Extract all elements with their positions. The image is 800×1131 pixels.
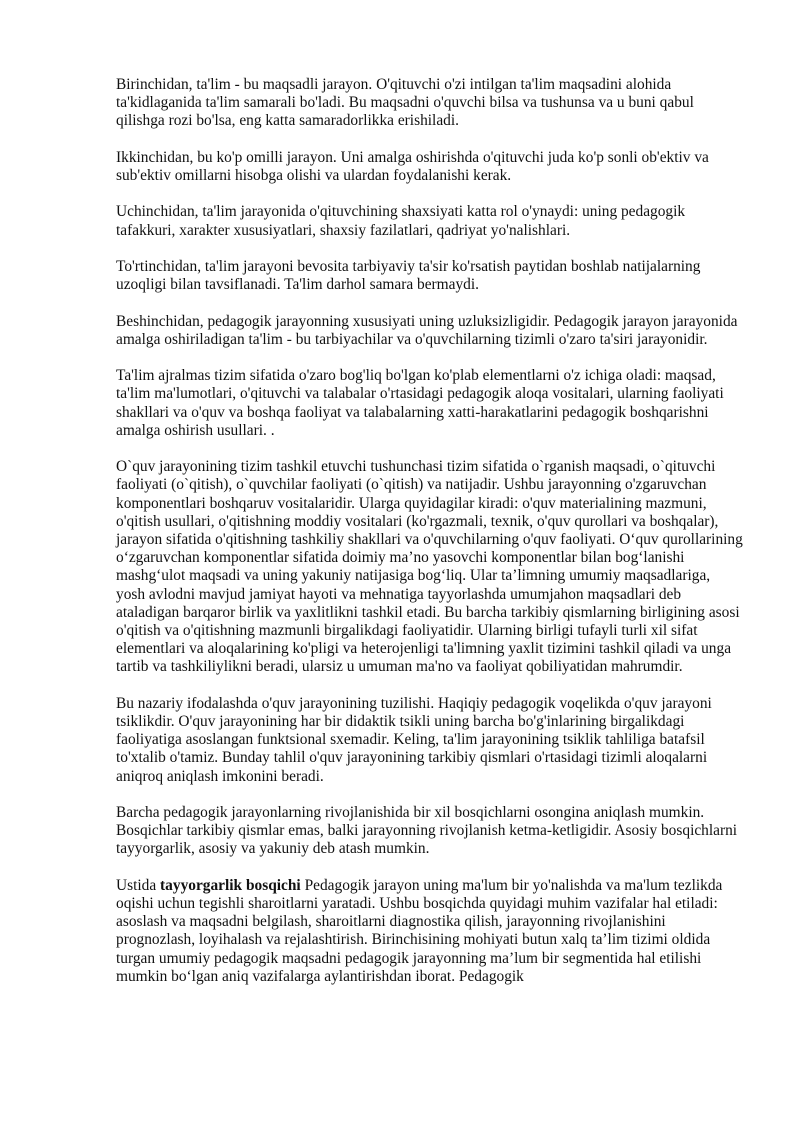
paragraph-1: Birinchidan, ta'lim - bu maqsadli jarayon. O'qituvchi o'zi intilgan ta'lim maqsadini alohida ta'kidlaganida ta'lim samarali bo'ladi. Bu maqsadni o'quvchi bilsa va tushunsa va u buni qabul qilishga rozi bo'lsa, eng katta samaradorlikka erishiladi. — [116, 76, 694, 130]
paragraph-4: To'rtinchidan, ta'lim jarayoni bevosita tarbiyaviy ta'sir ko'rsatish paytidan boshlab natijalarning uzoqligi bilan tavsiflanadi. Ta'lim darhol samara bermaydi. — [116, 257, 701, 294]
paragraph-10-rest: Pedagogik jarayon uning ma'lum bir yo'nalishda va ma'lum tezlikda oqishi uchun tegishli sharoitlarni yaratadi. Ushbu bosqichda quyidagi muhim vazifalar hal etiladi: asoslash va maqsadni belgilash, sharoitlarni diagnostika qilish, jarayonning rivojlanishini prognozlash, loyihalash va rejalashtirish. Birinchisining mohiyati butun xalq ta’lim tizimi oldida turgan umumiy pedagogik maqsadni pedagogik jarayonning ma’lum bir segmentida hal etilishi mumkin bo‘lgan aniq vazifalarga aylantirishdan iborat. Pedagogik — [116, 876, 723, 985]
paragraph-8: Bu nazariy ifodalashda o'quv jarayonining tuzilishi. Haqiqiy pedagogik voqelikda o'quv jarayoni tsiklikdir. O'quv jarayonining har bir didaktik tsikli uning barcha bo'g'inlarining birgalikdagi faoliyatiga asoslangan funktsional sxemadir. Keling, ta'lim jarayonining tsiklik tahliliga batafsil to'xtalib o'tamiz. Bunday tahlil o'quv jarayonining tarkibiy qismlari o'rtasidagi tizimli aloqalarni aniqroq aniqlash imkonini beradi. — [116, 694, 712, 785]
paragraph-10-bold-term: tayyorgarlik bosqichi — [160, 876, 301, 894]
paragraph-9: Barcha pedagogik jarayonlarning rivojlanishida bir xil bosqichlarni osongina aniqlash mumkin. Bosqichlar tarkibiy qismlar emas, balki jarayonning rivojlanish ketma-ketligidir. Asosiy bosqichlarni tayyorgarlik, asosiy va yakuniy deb atash mumkin. — [116, 804, 738, 858]
paragraph-7: O`quv jarayonining tizim tashkil etuvchi tushunchasi tizim sifatida o`rganish maqsadi, o`qituvchi faoliyati (o`qitish), o`quvchilar faoliyati (o`qitish) va natijadir. Ushbu jarayonning o'zgaruvchan komponentlari boshqaruv vositalaridir. Ularga quyidagilar kiradi: o'quv materialining mazmuni, o'qitish usullari, o'qitishning moddiy vositalari (ko'rgazmali, texnik, o'quv qurollari va boshqalar), jarayon sifatida o'qitishning tashkiliy shakllari va o'quvchilarning o'quv faoliyati. O‘quv qurollarining o‘zgaruvchan komponentlar sifatida doimiy ma’no yasovchi komponentlar bilan bog‘lanishi mashg‘ulot maqsadi va uning yakuniy natijasiga bog‘liq. Ular ta’limning umumiy maqsadlariga, yosh avlodni mavjud jamiyat hayoti va mehnatiga tayyorlashda umumjahon maqsadlari deb ataladigan barqaror birlik va yaxlitlikni tashkil etadi. Bu barcha tarkibiy qismlarning birligining asosi o'qitish va o'qitishning mazmunli birgalikdagi faoliyatidir. Ularning birligi tufayli turli xil sifat elementlari va aloqalarining ko'pligi va heterojenligi ta'limning yaxlit tizimini tashkil qiladi va unga tartib va tashkiliylikni beradi, ularsiz u umuman ma'no va faoliyat qobiliyatidan mahrumdir. — [116, 458, 743, 676]
document-body — [116, 76, 743, 986]
paragraph-5: Beshinchidan, pedagogik jarayonning xususiyati uning uzluksizligidir. Pedagogik jarayon jarayonida amalga oshiriladigan ta'lim - bu tarbiyachilar va o'quvchilarning tizimli o'zaro ta'siri jarayonidir. — [116, 312, 738, 348]
paragraph-10-lead: Ustida — [116, 876, 157, 894]
paragraph-10 — [116, 877, 743, 986]
paragraph-6: Ta'lim ajralmas tizim sifatida o'zaro bog'liq bo'lgan ko'plab elementlarni o'z ichiga oladi: maqsad, ta'lim ma'lumotlari, o'qituvchi va talabalar o'rtasidagi pedagogik aloqa vositalari, ularning faoliyati shakllari va o'quv va boshqa faoliyat va talabalarning xatti-harakatlarini pedagogik boshqarishni amalga oshirish usullari. . — [116, 367, 724, 439]
paragraph-3: Uchinchidan, ta'lim jarayonida o'qituvchining shaxsiyati katta rol o'ynaydi: uning pedagogik tafakkuri, xarakter xususiyatlari, shaxsiy fazilatlari, qadriyat yo'nalishlari. — [116, 203, 686, 239]
paragraph-2: Ikkinchidan, bu ko'p omilli jarayon. Uni amalga oshirishda o'qituvchi juda ko'p sonli ob'ektiv va sub'ektiv omillarni hisobga olishi va ulardan foydalanishi kerak. — [116, 148, 709, 184]
